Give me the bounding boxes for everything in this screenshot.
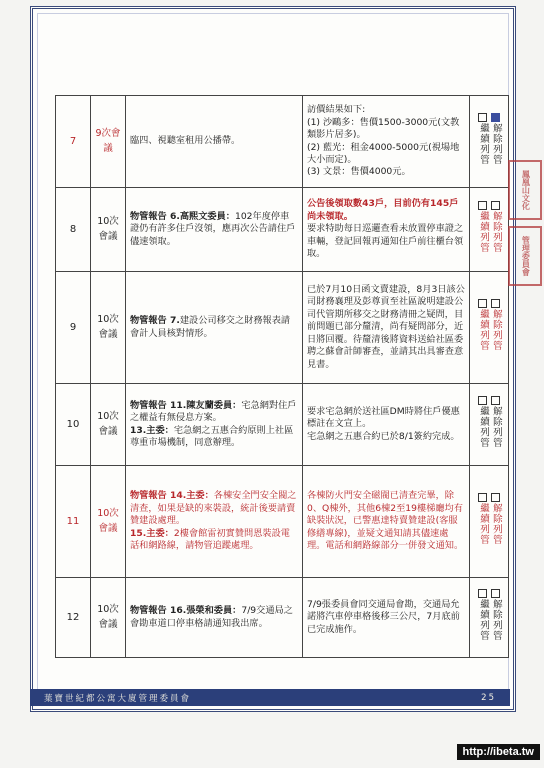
topic-heading: 物管報告 7.	[130, 315, 180, 327]
checkbox[interactable]	[478, 201, 487, 210]
result-line: (3) 文景：售價4000元。	[307, 166, 411, 178]
meeting-label: 10次會議	[91, 578, 126, 658]
status-cell	[470, 188, 509, 272]
status-option-continued[interactable]: 繼續列管	[477, 201, 488, 257]
result-text: 7/9張委員會同交通局會勘，交通局允諾將汽車停車格後移三公尺，7月底前已完成施作。	[307, 598, 460, 635]
topic-text: 建設公司移交之財務報表請會計人員核對情形。	[130, 315, 291, 339]
topic-heading: 15.主委：	[130, 527, 174, 539]
result-cell	[303, 466, 470, 578]
topic-cell	[126, 466, 303, 578]
result-text: 要求宅急網於送社區DM時將住戶優惠標註在文宣上。	[307, 405, 460, 430]
status-option-resolved[interactable]: 解除列管	[490, 201, 501, 257]
result-line: (1) 沙鷗多：售價1500-3000元(文教類影片居多)。	[307, 116, 460, 141]
checkbox[interactable]	[478, 299, 487, 308]
seal-stamp: 鳳凰山文化	[508, 160, 542, 220]
table-row	[56, 578, 509, 658]
status-cell	[470, 466, 509, 578]
topic-text: 宅急網之五惠合約原則上社區尊重市場機制，同意辦理。	[130, 424, 294, 448]
status-cell	[470, 96, 509, 188]
checkbox[interactable]	[491, 493, 500, 502]
result-cell	[303, 272, 470, 384]
meeting-label: 10次會議	[91, 466, 126, 578]
checkbox[interactable]	[491, 299, 500, 308]
result-cell	[303, 96, 470, 188]
result-line: (2) 藍光：租金4000-5000元(視場地大小而定)。	[307, 141, 460, 165]
footer-bar	[30, 689, 510, 706]
minutes-table	[55, 95, 509, 658]
row-number: 10	[56, 384, 91, 466]
row-number: 11	[56, 466, 91, 578]
result-cell	[303, 384, 470, 466]
topic-text: 臨四、視聽室租用公播帶。	[130, 135, 241, 147]
checkbox[interactable]	[478, 493, 487, 502]
topic-heading: 物管報告 11.陳友蘭委員：	[130, 399, 242, 411]
topic-cell	[126, 96, 303, 188]
status-cell	[470, 578, 509, 658]
meeting-label: 10次會議	[91, 188, 126, 272]
footer-page-number: 25	[481, 692, 496, 703]
result-text: 宅急網之五惠合約已於8/1簽約完成。	[307, 430, 460, 442]
topic-heading: 物管報告 16.張榮和委員：	[130, 605, 242, 617]
row-number: 8	[56, 188, 91, 272]
status-option-continued[interactable]: 繼續列管	[477, 396, 488, 452]
seal-stamp: 管理委員會	[508, 226, 542, 286]
checkbox[interactable]	[478, 396, 487, 405]
meeting-label: 10次會議	[91, 272, 126, 384]
result-line: 訪價結果如下:	[307, 104, 366, 116]
topic-cell	[126, 578, 303, 658]
status-cell	[470, 272, 509, 384]
checkbox[interactable]	[478, 589, 487, 598]
row-number: 12	[56, 578, 91, 658]
result-cell	[303, 578, 470, 658]
table-row	[56, 272, 509, 384]
checkbox[interactable]	[491, 589, 500, 598]
status-option-continued[interactable]: 繼續列管	[477, 299, 488, 355]
topic-text: 102年度停車證仍有許多住戶沒領，應再次公告請住戶儘速領取。	[130, 210, 296, 247]
status-option-resolved[interactable]: 解除列管	[490, 299, 501, 355]
result-text: 已於7月10日函文賣建設，8月3日該公司財務襄理及彭尊貢至社區說明建設公司代管期所移交之財務清冊之疑問，目前問題已部分釐清，尚有疑問部分，近日將回覆。待釐清後將資料送給社區委聘之蘇會計師審查，並請其出具審查意見書。	[307, 284, 465, 370]
result-cell	[303, 188, 470, 272]
topic-heading: 13.主委：	[130, 424, 174, 436]
table-row	[56, 188, 509, 272]
row-number: 9	[56, 272, 91, 384]
status-option-continued[interactable]: 繼續列管	[477, 589, 488, 645]
status-option-continued[interactable]: 繼續列管	[477, 113, 488, 169]
meeting-label: 9次會議	[91, 96, 126, 188]
meeting-label: 10次會議	[91, 384, 126, 466]
checkbox-checked[interactable]	[491, 113, 500, 122]
status-option-resolved[interactable]: 解除列管	[490, 493, 501, 549]
result-text: 要求特助每日巡邏查看未放置停車證之車輛，登記回報再通知住戶前往櫃台領取。	[307, 223, 464, 260]
topic-cell	[126, 272, 303, 384]
result-text: 各棟防火門安全磁閥已清查完畢，除0、Q棟外，其他6棟2至19樓梯廳均有缺裝狀況，已警惠達特賣贊建設(客服修繕專線)，並疑文通知請其儘速處理。電話和網路線部分一併發文通知。	[307, 490, 464, 552]
result-highlight: 公告後領取數43戶，目前仍有145戶尚未領取。	[307, 198, 459, 222]
checkbox[interactable]	[491, 201, 500, 210]
status-option-continued[interactable]: 繼續列管	[477, 493, 488, 549]
row-number: 7	[56, 96, 91, 188]
topic-heading: 物管報告 6.高熙文委員：	[130, 210, 235, 222]
checkbox[interactable]	[491, 396, 500, 405]
table-row	[56, 384, 509, 466]
status-option-resolved[interactable]: 解除列管	[490, 589, 501, 645]
topic-cell	[126, 384, 303, 466]
table-row	[56, 466, 509, 578]
checkbox[interactable]	[478, 113, 487, 122]
status-option-resolved[interactable]: 解除列管	[490, 113, 501, 169]
status-cell	[470, 384, 509, 466]
topic-cell	[126, 188, 303, 272]
topic-text: 各棟安全門安全閥之清查，如果是缺的來裝設，統計後要請賣贊建設處理。	[130, 490, 297, 527]
footer-org: 葉寶世紀都公寓大廈管理委員會	[44, 693, 192, 704]
topic-heading: 物管報告 14.主委：	[130, 490, 214, 502]
seal-stamps	[508, 160, 544, 360]
topic-text: 2樓會館雷初實贊問恩裝設電話和網路線，請物管追蹤處理。	[130, 527, 290, 552]
topic-text: 宅急網對住戶之權益有無侵息方案。	[130, 399, 297, 424]
topic-text: 7/9交通局之會勘車道口停車格請通知我出席。	[130, 605, 293, 629]
document-page	[30, 6, 516, 712]
status-option-resolved[interactable]: 解除列管	[490, 396, 501, 452]
table-row	[56, 96, 509, 188]
watermark: http://ibeta.tw	[457, 744, 541, 760]
